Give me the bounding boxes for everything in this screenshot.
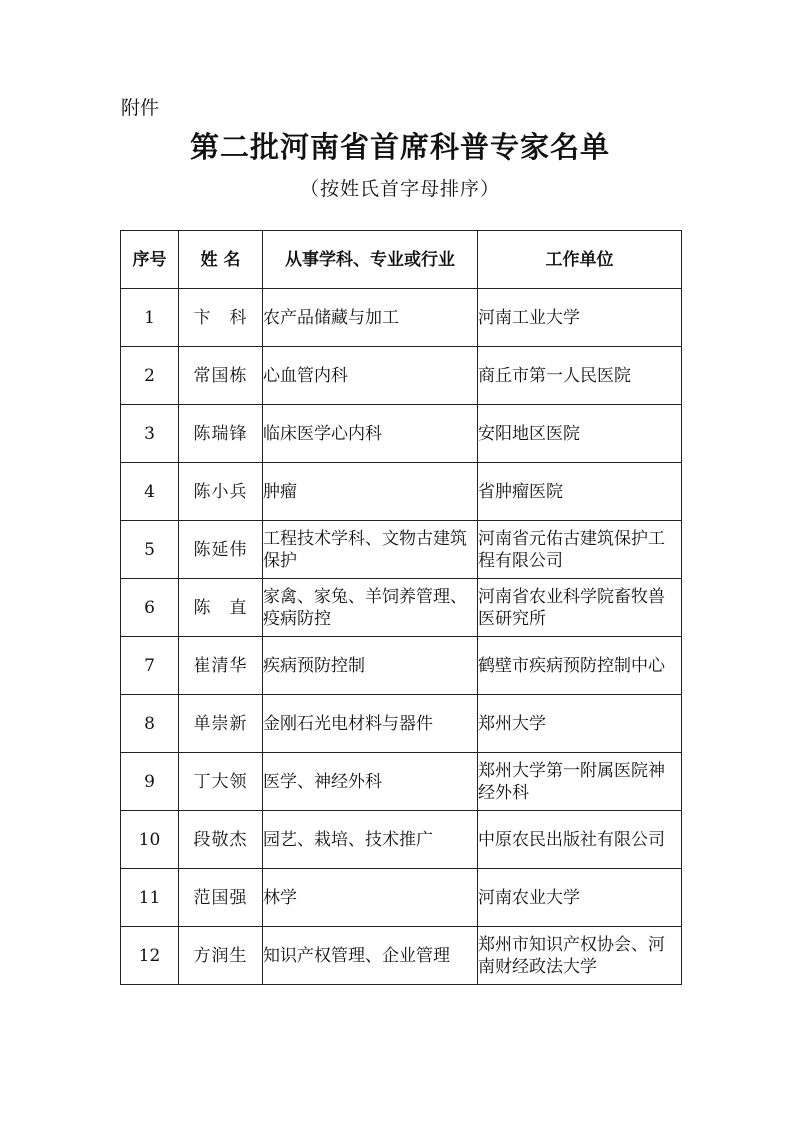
organization-cell: 中原农民出版社有限公司 [478,811,682,869]
table-row [121,811,682,869]
name-cell: 单崇新 [179,695,263,753]
organization-cell: 郑州市知识产权协会、河南财经政法大学 [478,927,682,985]
organization-cell: 河南农业大学 [478,869,682,927]
table-row [121,289,682,347]
field-cell: 农产品储藏与加工 [263,289,478,347]
serial-number-cell: 8 [121,695,179,753]
organization-cell: 郑州大学 [478,695,682,753]
field-cell: 疾病预防控制 [263,637,478,695]
field-cell: 知识产权管理、企业管理 [263,927,478,985]
table-row [121,521,682,579]
table-row [121,927,682,985]
table-row [121,869,682,927]
table-row [121,579,682,637]
field-cell: 心血管内科 [263,347,478,405]
table-header-row [121,231,682,289]
table-row [121,347,682,405]
name-cell: 常国栋 [179,347,263,405]
field-cell: 林学 [263,869,478,927]
table-row [121,463,682,521]
name-cell: 陈小兵 [179,463,263,521]
header-field: 从事学科、专业或行业 [263,231,478,289]
serial-number-cell: 1 [121,289,179,347]
serial-number-cell: 11 [121,869,179,927]
organization-cell: 河南工业大学 [478,289,682,347]
organization-cell: 鹤壁市疾病预防控制中心 [478,637,682,695]
name-cell: 卞 科 [179,289,263,347]
serial-number-cell: 4 [121,463,179,521]
name-cell: 崔清华 [179,637,263,695]
document-subtitle: （按姓氏首字母排序） [299,178,500,200]
name-cell: 陈瑞锋 [179,405,263,463]
organization-cell: 河南省农业科学院畜牧兽医研究所 [478,579,682,637]
organization-cell: 省肿瘤医院 [478,463,682,521]
serial-number-cell: 10 [121,811,179,869]
serial-number-cell: 5 [121,521,179,579]
name-cell: 方润生 [179,927,263,985]
attachment-label: 附件 [121,97,160,119]
serial-number-cell: 9 [121,753,179,811]
name-cell: 范国强 [179,869,263,927]
organization-cell: 郑州大学第一附属医院神经外科 [478,753,682,811]
organization-cell: 安阳地区医院 [478,405,682,463]
field-cell: 工程技术学科、文物古建筑保护 [263,521,478,579]
field-cell: 临床医学心内科 [263,405,478,463]
table-row [121,405,682,463]
table-row [121,637,682,695]
serial-number-cell: 3 [121,405,179,463]
header-serial-number: 序号 [121,231,179,289]
document-title: 第二批河南省首席科普专家名单 [189,130,610,164]
organization-cell: 河南省元佑古建筑保护工程有限公司 [478,521,682,579]
name-cell: 丁大领 [179,753,263,811]
table-row [121,753,682,811]
serial-number-cell: 12 [121,927,179,985]
field-cell: 医学、神经外科 [263,753,478,811]
field-cell: 肿瘤 [263,463,478,521]
expert-roster-table [120,230,682,985]
table-row [121,695,682,753]
name-cell: 段敬杰 [179,811,263,869]
serial-number-cell: 6 [121,579,179,637]
name-cell: 陈 直 [179,579,263,637]
name-cell: 陈延伟 [179,521,263,579]
header-organization: 工作单位 [478,231,682,289]
field-cell: 园艺、栽培、技术推广 [263,811,478,869]
serial-number-cell: 7 [121,637,179,695]
serial-number-cell: 2 [121,347,179,405]
field-cell: 家禽、家兔、羊饲养管理、疫病防控 [263,579,478,637]
header-name: 姓 名 [179,231,263,289]
field-cell: 金刚石光电材料与器件 [263,695,478,753]
organization-cell: 商丘市第一人民医院 [478,347,682,405]
